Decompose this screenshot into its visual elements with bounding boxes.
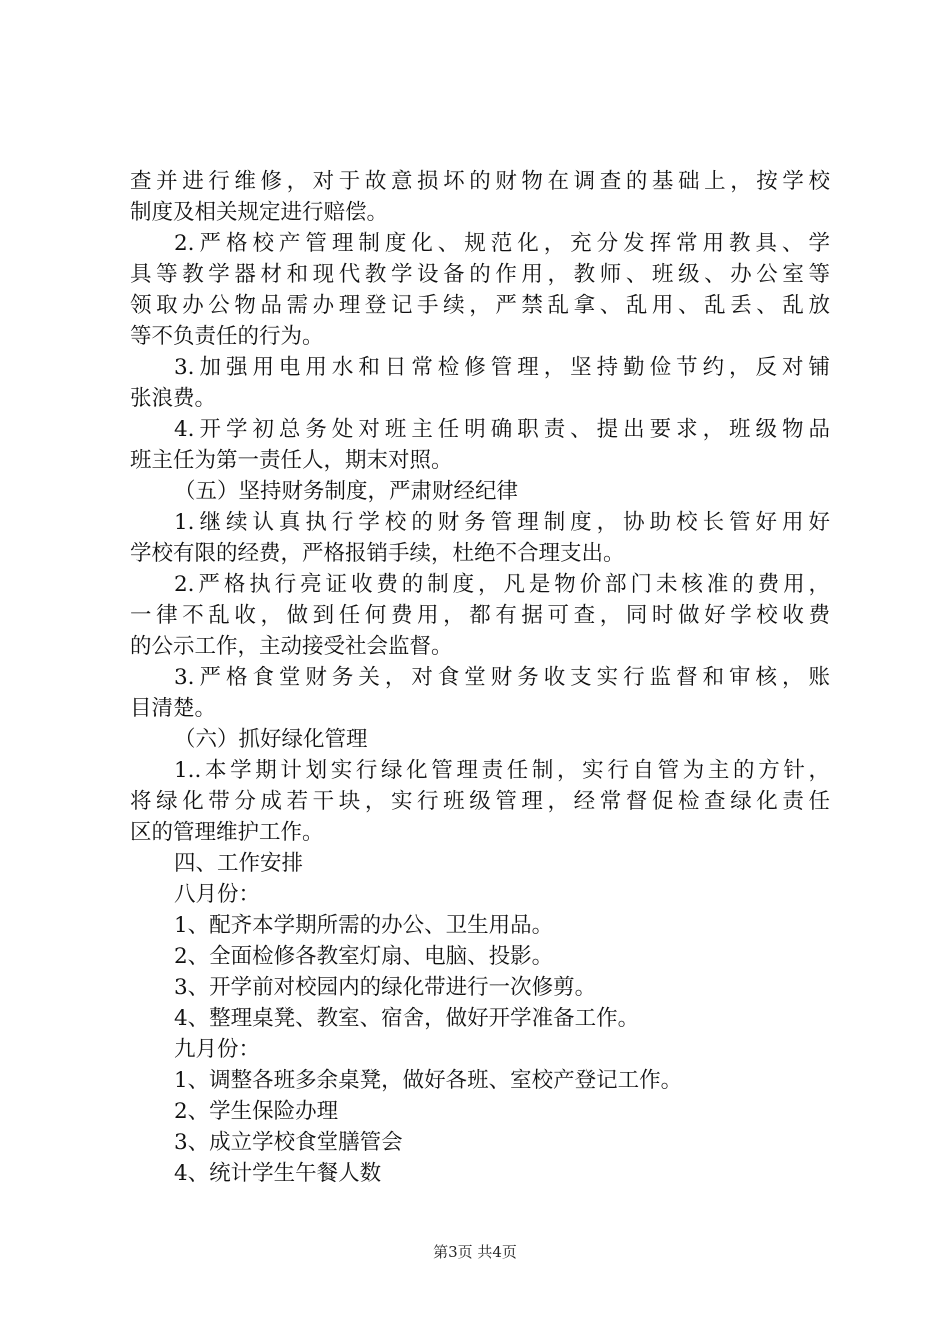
text-line: 张浪费。 — [130, 386, 217, 411]
text-line: 目清楚。 — [130, 696, 217, 721]
section-heading: 四、工作安排 — [174, 851, 304, 876]
section-heading: （五）坚持财务制度，严肃财经纪律 — [174, 479, 519, 504]
list-item: 1、调整各班多余桌凳，做好各班、室校产登记工作。 — [174, 1068, 683, 1093]
list-item: 3、开学前对校园内的绿化带进行一次修剪。 — [174, 975, 597, 1000]
document-body — [130, 166, 830, 1189]
list-item: 4、整理桌凳、教室、宿舍，做好开学准备工作。 — [174, 1006, 640, 1031]
page-number-footer: 第3页 共4页 — [433, 1243, 517, 1261]
text-line: 2.严格校产管理制度化、规范化，充分发挥常用教具、学 — [174, 231, 830, 256]
list-item: 1、配齐本学期所需的办公、卫生用品。 — [174, 913, 554, 938]
month-heading: 八月份： — [174, 882, 261, 907]
text-line: 1.继续认真执行学校的财务管理制度，协助校长管好用好 — [174, 510, 830, 535]
text-line: 班主任为第一责任人，期末对照。 — [130, 448, 453, 473]
text-line: 制度及相关规定进行赔偿。 — [130, 200, 389, 225]
text-line: 领取办公物品需办理登记手续，严禁乱拿、乱用、乱丢、乱放 — [130, 293, 830, 318]
section-heading: （六）抓好绿化管理 — [174, 727, 368, 752]
list-item: 2、学生保险办理 — [174, 1099, 339, 1124]
text-line: 学校有限的经费，严格报销手续，杜绝不合理支出。 — [130, 541, 625, 566]
text-line: 的公示工作，主动接受社会监督。 — [130, 634, 453, 659]
text-line: 3.加强用电用水和日常检修管理，坚持勤俭节约，反对铺 — [174, 355, 830, 380]
text-line: 等不负责任的行为。 — [130, 324, 324, 349]
list-item: 4、统计学生午餐人数 — [174, 1161, 382, 1186]
text-line: 2.严格执行亮证收费的制度，凡是物价部门未核准的费用， — [174, 572, 830, 597]
list-item: 2、全面检修各教室灯扇、电脑、投影。 — [174, 944, 554, 969]
text-line: 1..本学期计划实行绿化管理责任制，实行自管为主的方针， — [174, 758, 830, 783]
text-line: 查并进行维修，对于故意损坏的财物在调查的基础上，按学校 — [130, 169, 830, 194]
text-line: 将绿化带分成若干块，实行班级管理，经常督促检查绿化责任 — [130, 789, 830, 814]
text-line: 3.严格食堂财务关，对食堂财务收支实行监督和审核，账 — [174, 665, 830, 690]
text-line: 4.开学初总务处对班主任明确职责、提出要求，班级物品 — [174, 417, 830, 442]
list-item: 3、成立学校食堂膳管会 — [174, 1130, 403, 1155]
text-line: 区的管理维护工作。 — [130, 820, 324, 845]
month-heading: 九月份： — [174, 1037, 261, 1062]
text-line: 一律不乱收，做到任何费用，都有据可查，同时做好学校收费 — [130, 603, 830, 628]
text-line: 具等教学器材和现代教学设备的作用，教师、班级、办公室等 — [130, 262, 830, 287]
